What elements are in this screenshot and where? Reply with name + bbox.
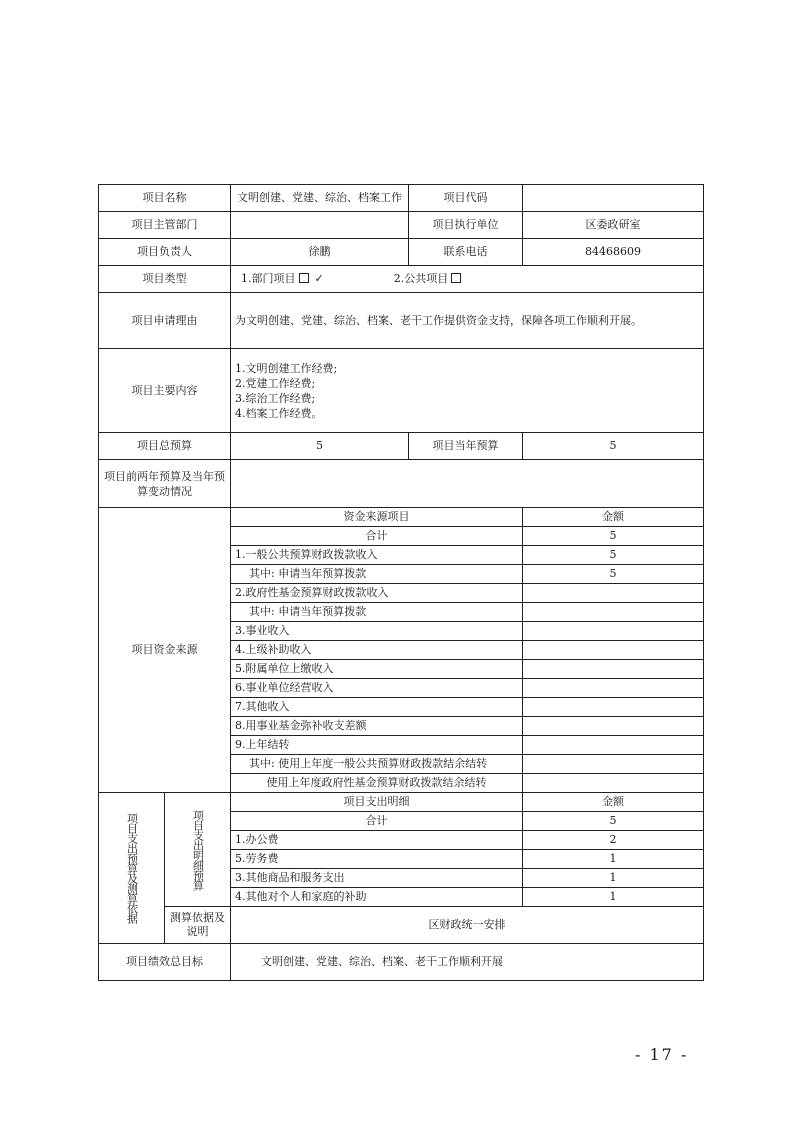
budget-table	[98, 184, 704, 981]
page-number: - 17 -	[635, 1045, 689, 1064]
content-item: 2.党建工作经费;	[235, 376, 316, 390]
funding-amount	[523, 755, 704, 774]
funding-amount: 5	[523, 546, 704, 565]
expense-item: 1.办公费	[231, 831, 523, 850]
type-option-dept: 1.部门项目	[241, 272, 296, 285]
funding-amount	[523, 774, 704, 793]
funding-amount	[523, 736, 704, 755]
type-public-checkbox	[451, 273, 461, 283]
funding-item: 7.其他收入	[231, 698, 523, 717]
value-content	[231, 349, 704, 433]
label-leader: 项目负责人	[99, 239, 231, 266]
label-exec-unit: 项目执行单位	[409, 212, 523, 239]
value-leader: 徐鹏	[231, 239, 409, 266]
label-phone: 联系电话	[409, 239, 523, 266]
label-project-name: 项目名称	[99, 185, 231, 212]
value-total-budget: 5	[231, 433, 409, 460]
label-content: 项目主要内容	[99, 349, 231, 433]
funding-amount	[523, 717, 704, 736]
expense-amount: 1	[523, 850, 704, 869]
value-project-code	[523, 185, 704, 212]
content-item: 1.文明创建工作经费;	[235, 361, 338, 375]
funding-item: 8.用事业基金弥补收支差额	[231, 717, 523, 736]
funding-header-amount: 金额	[523, 508, 704, 527]
expense-inner-text: 项目支出明细预算	[191, 809, 205, 890]
expense-amount: 2	[523, 831, 704, 850]
funding-amount	[523, 584, 704, 603]
value-goal: 文明创建、党建、综治、档案、老干工作顺利开展	[231, 944, 704, 981]
funding-item: 6.事业单位经营收入	[231, 679, 523, 698]
label-reason: 项目申请理由	[99, 293, 231, 349]
value-exec-unit: 区委政研室	[523, 212, 704, 239]
expense-amount: 1	[523, 888, 704, 907]
label-goal: 项目绩效总目标	[99, 944, 231, 981]
funding-amount: 5	[523, 565, 704, 584]
funding-item: 5.附属单位上缴收入	[231, 660, 523, 679]
label-basis: 测算依据及说明	[165, 907, 231, 944]
label-total-budget: 项目总预算	[99, 433, 231, 460]
funding-amount	[523, 660, 704, 679]
value-dept	[231, 212, 409, 239]
expense-item: 合计	[231, 812, 523, 831]
expense-amount: 5	[523, 812, 704, 831]
check-mark-icon: ✓	[314, 272, 324, 285]
type-options	[231, 266, 704, 293]
funding-amount	[523, 679, 704, 698]
funding-header-item: 资金来源项目	[231, 508, 523, 527]
funding-item: 9.上年结转	[231, 736, 523, 755]
funding-item: 3.事业收入	[231, 622, 523, 641]
label-dept: 项目主管部门	[99, 212, 231, 239]
value-reason: 为文明创建、党建、综治、档案、老干工作提供资金支持，保障各项工作顺利开展。	[231, 293, 704, 349]
expense-outer-text: 项目支出预算及测算依据	[125, 813, 139, 923]
funding-item: 2.政府性基金预算财政拨款收入	[231, 584, 523, 603]
funding-amount	[523, 603, 704, 622]
label-project-code: 项目代码	[409, 185, 523, 212]
funding-item: 合计	[231, 527, 523, 546]
type-dept-checkbox	[299, 273, 309, 283]
value-year-budget: 5	[523, 433, 704, 460]
funding-item: 4.上级补助收入	[231, 641, 523, 660]
expense-header-amount: 金额	[523, 793, 704, 812]
funding-amount	[523, 622, 704, 641]
funding-amount	[523, 698, 704, 717]
value-project-name: 文明创建、党建、综治、档案工作	[231, 185, 409, 212]
content-item: 3.综治工作经费;	[235, 391, 316, 405]
label-expense-inner	[165, 793, 231, 907]
type-option-public: 2.公共项目	[393, 272, 449, 285]
funding-item: 1.一般公共预算财政拨款收入	[231, 546, 523, 565]
value-phone: 84468609	[523, 239, 704, 266]
funding-item: 其中: 申请当年预算拨款	[231, 565, 523, 584]
expense-header-item: 项目支出明细	[231, 793, 523, 812]
label-expense-outer	[99, 793, 165, 944]
funding-item: 其中: 使用上年度一般公共预算财政拨款结余结转	[231, 755, 523, 774]
value-basis: 区财政统一安排	[231, 907, 704, 944]
project-budget-form	[98, 184, 703, 981]
label-year-budget: 项目当年预算	[409, 433, 523, 460]
value-budget-change	[231, 460, 704, 508]
expense-amount: 1	[523, 869, 704, 888]
label-budget-change: 项目前两年预算及当年预算变动情况	[99, 460, 231, 508]
expense-item: 5.劳务费	[231, 850, 523, 869]
expense-item: 4.其他对个人和家庭的补助	[231, 888, 523, 907]
funding-amount: 5	[523, 527, 704, 546]
funding-item: 使用上年度政府性基金预算财政拨款结余结转	[231, 774, 523, 793]
label-funding-source: 项目资金来源	[99, 508, 231, 793]
expense-item: 3.其他商品和服务支出	[231, 869, 523, 888]
funding-amount	[523, 641, 704, 660]
funding-item: 其中: 申请当年预算拨款	[231, 603, 523, 622]
label-type: 项目类型	[99, 266, 231, 293]
content-item: 4.档案工作经费。	[235, 406, 323, 420]
